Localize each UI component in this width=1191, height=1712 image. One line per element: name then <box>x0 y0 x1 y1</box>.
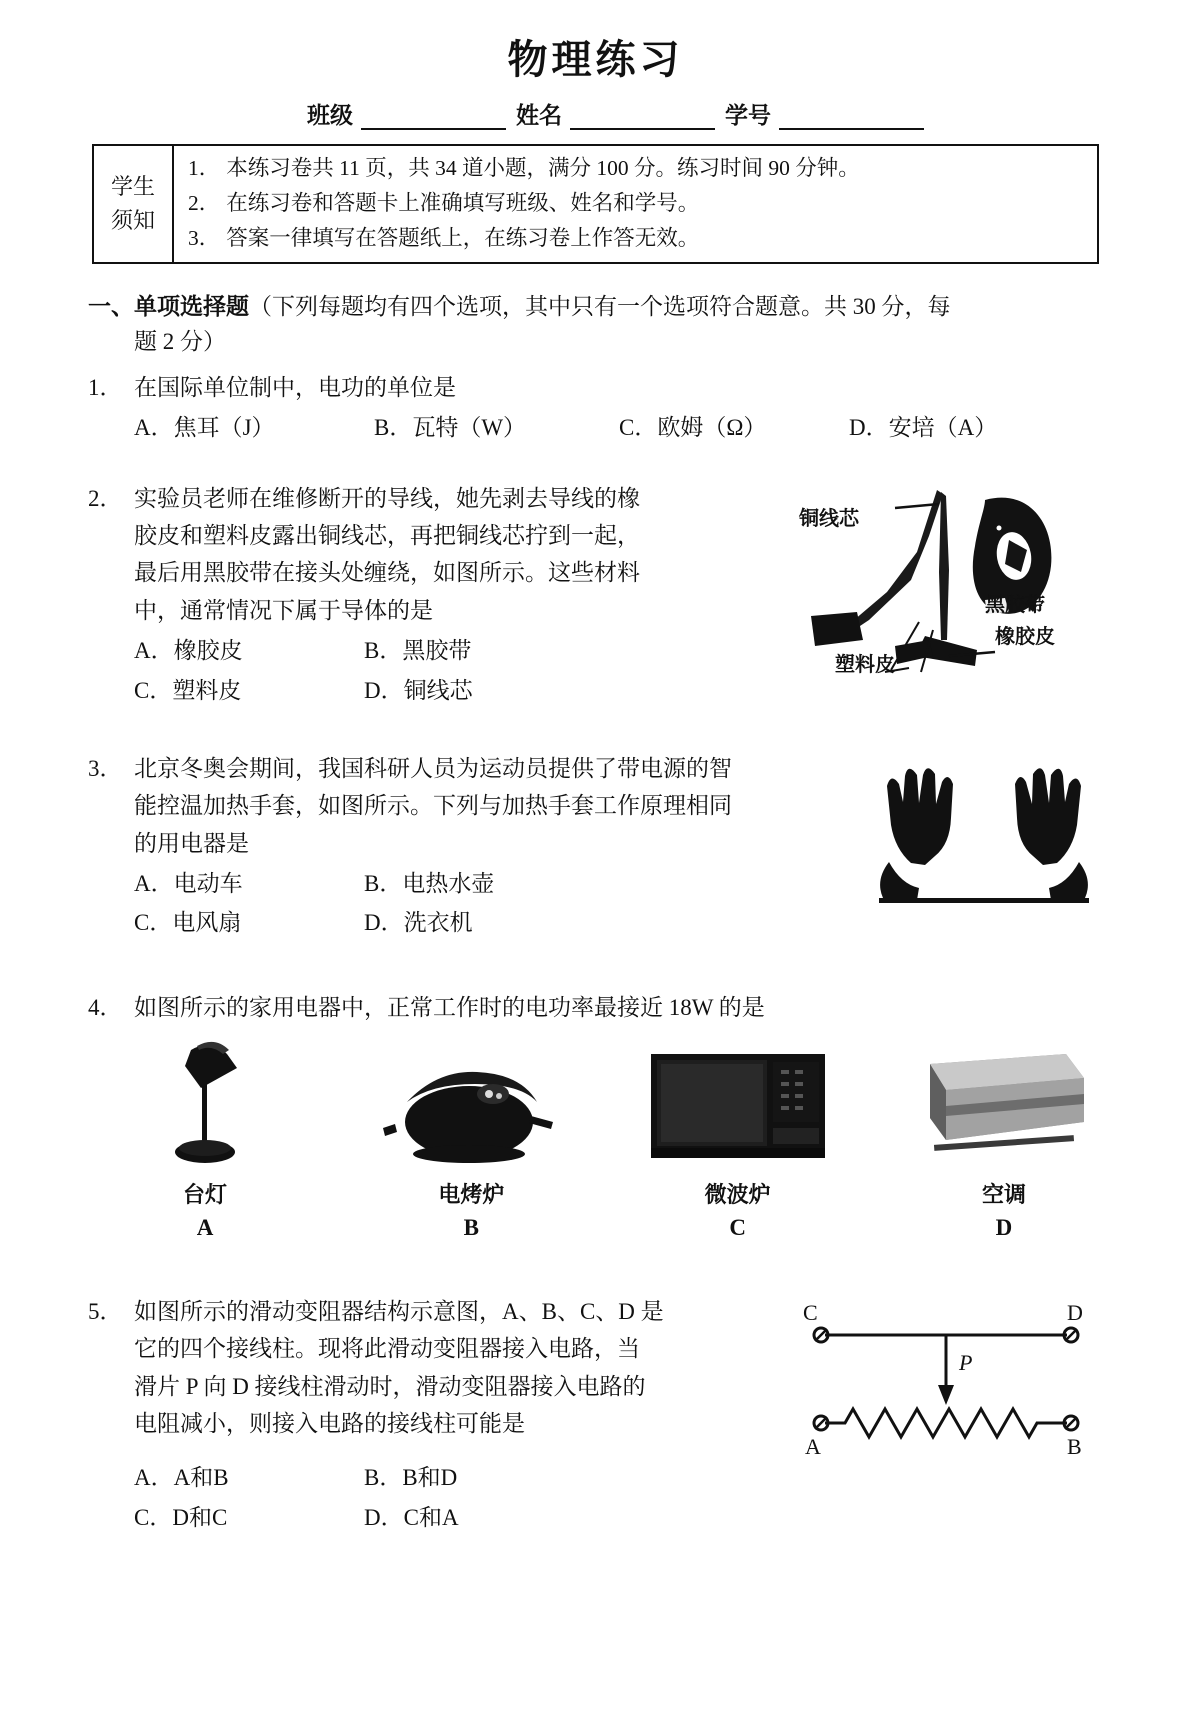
air-conditioner-icon <box>909 1038 1099 1168</box>
notice-body <box>174 146 1097 262</box>
question-3-line-2: 能控温加热手套，如图所示。下列与加热手套工作原理相同 <box>134 793 732 819</box>
appliance-letter-d: D <box>995 1215 1013 1241</box>
question-5-number: 5． <box>88 1299 123 1325</box>
appliance-letter-a: A <box>196 1215 214 1241</box>
question-1 <box>88 369 1099 446</box>
class-label: 班级 <box>307 103 353 128</box>
section-heading <box>88 290 1099 359</box>
question-4-appliance-row <box>110 1038 1099 1241</box>
question-1-option-a[interactable]: A．焦耳（J） <box>134 414 275 440</box>
question-3-options <box>134 864 869 943</box>
rheostat-slider-label: P <box>959 1350 973 1376</box>
question-2-line-1: 实验员老师在维修断开的导线，她先剥去导线的橡 <box>134 485 640 511</box>
question-5 <box>88 1293 1099 1537</box>
question-5-line-4: 电阻减小，则接入电路的接线柱可能是 <box>134 1410 525 1436</box>
question-5-line-1: 如图所示的滑动变阻器结构示意图，A、B、C、D 是 <box>134 1299 664 1325</box>
heated-gloves-illustration <box>869 750 1099 910</box>
notice-header-cell <box>94 146 174 262</box>
question-4-number: 4． <box>88 994 123 1020</box>
question-2-line-3: 最后用黑胶带在接头处缠绕，如图所示。这些材料 <box>134 560 640 586</box>
question-2-option-d[interactable]: D．铜线芯 <box>364 677 473 703</box>
notice-item <box>188 221 1087 256</box>
question-3-option-d[interactable]: D．洗衣机 <box>364 910 473 936</box>
notice-item-text: 答案一律填写在答题纸上，在练习卷上作答无效。 <box>226 225 700 250</box>
rheostat-terminal-b: B <box>1067 1434 1082 1460</box>
question-5-options <box>134 1458 799 1537</box>
question-2-line-4: 中，通常情况下属于导体的是 <box>134 597 433 623</box>
appliance-name-a: 台灯 <box>182 1183 227 1209</box>
notice-item <box>188 186 1087 221</box>
notice-item-number: 2． <box>188 190 221 215</box>
notice-item-text: 在练习卷和答题卡上准确填写班级、姓名和学号。 <box>226 190 700 215</box>
question-5-line-3: 滑片 P 向 D 接线柱滑动时，滑动变阻器接入电路的 <box>134 1373 646 1399</box>
section-note-line1: （下列每题均有四个选项，其中只有一个选项符合题意。共 30 分，每 <box>249 294 951 320</box>
question-3-option-b[interactable]: B．电热水壶 <box>364 870 495 896</box>
notice-header-line2: 须知 <box>110 208 155 234</box>
wire-label-rubber-sheath: 橡胶皮 <box>995 623 1055 648</box>
notice-item-number: 3． <box>188 225 221 250</box>
appliance-item-b <box>376 1038 566 1241</box>
name-field <box>516 97 715 130</box>
name-blank[interactable] <box>570 108 715 130</box>
wire-label-copper-core: 铜线芯 <box>799 505 859 530</box>
wire-label-black-tape: 黑胶带 <box>985 591 1045 616</box>
appliance-item-a <box>110 1038 300 1241</box>
question-5-option-b[interactable]: B．B和D <box>364 1465 458 1491</box>
appliance-letter-c: C <box>729 1215 746 1241</box>
notice-item <box>188 151 1087 186</box>
rheostat-terminal-c: C <box>803 1300 818 1326</box>
student-number-blank[interactable] <box>779 108 924 130</box>
question-4-stem: 如图所示的家用电器中，正常工作时的电功率最接近 18W 的是 <box>134 994 765 1020</box>
question-3-option-a[interactable]: A．电动车 <box>134 870 243 896</box>
notice-header-line1: 学生 <box>110 174 155 200</box>
microwave-oven-icon <box>643 1038 833 1168</box>
question-4 <box>88 989 1099 1026</box>
student-id-row <box>0 97 1191 130</box>
question-2-options <box>134 631 799 710</box>
appliance-item-c <box>643 1038 833 1241</box>
appliance-letter-b: B <box>463 1215 479 1241</box>
appliance-name-d: 空调 <box>981 1183 1026 1209</box>
question-2-option-a[interactable]: A．橡胶皮 <box>134 637 243 663</box>
section-note-line2: 题 2 分） <box>134 328 226 354</box>
page-title: 物理练习 <box>507 37 684 83</box>
question-2-figure <box>799 480 1099 710</box>
student-number-label: 学号 <box>725 103 771 128</box>
desk-lamp-icon <box>110 1038 300 1168</box>
question-1-stem: 在国际单位制中，电功的单位是 <box>134 375 456 401</box>
notice-item-text: 本练习卷共 11 页，共 34 道小题，满分 100 分。练习时间 90 分钟。 <box>226 156 860 180</box>
question-5-option-c[interactable]: C．D和C <box>134 1504 228 1530</box>
question-1-number: 1． <box>88 375 123 401</box>
class-field <box>307 97 506 130</box>
question-3-line-1: 北京冬奥会期间，我国科研人员为运动员提供了带电源的智 <box>134 756 732 782</box>
rheostat-terminal-a: A <box>805 1434 821 1460</box>
question-2-number: 2． <box>88 485 123 511</box>
exam-page <box>0 28 1191 1712</box>
appliance-item-d <box>909 1038 1099 1241</box>
question-5-line-2: 它的四个接线柱。现将此滑动变阻器接入电路，当 <box>134 1336 640 1362</box>
rheostat-schematic <box>799 1293 1099 1468</box>
question-1-options <box>134 409 1099 446</box>
question-2 <box>88 480 1099 710</box>
student-number-field <box>725 97 924 130</box>
question-1-option-c[interactable]: C．欧姆（Ω） <box>619 414 767 440</box>
appliance-name-c: 微波炉 <box>704 1183 771 1209</box>
notice-item-number: 1． <box>188 156 221 180</box>
question-3-figure <box>869 750 1099 943</box>
appliance-name-b: 电烤炉 <box>438 1183 505 1209</box>
question-5-stem <box>134 1293 799 1442</box>
question-3 <box>88 750 1099 943</box>
question-1-option-b[interactable]: B．瓦特（W） <box>374 414 527 440</box>
question-3-stem <box>134 750 869 862</box>
question-3-option-c[interactable]: C．电风扇 <box>134 910 242 936</box>
question-5-option-d[interactable]: D．C和A <box>364 1504 459 1530</box>
question-3-number: 3． <box>88 756 123 782</box>
rheostat-terminal-d: D <box>1067 1300 1083 1326</box>
question-2-stem <box>134 480 799 629</box>
student-notice-box <box>92 144 1099 264</box>
question-3-line-3: 的用电器是 <box>134 830 249 856</box>
question-5-figure <box>799 1293 1099 1537</box>
question-2-option-c[interactable]: C．塑料皮 <box>134 677 242 703</box>
electric-grill-icon <box>376 1038 566 1168</box>
wire-label-plastic-sheath: 塑料皮 <box>835 651 895 676</box>
question-1-option-d[interactable]: D．安培（A） <box>849 414 998 440</box>
question-5-option-a[interactable]: A．A和B <box>134 1465 229 1491</box>
question-2-line-2: 胶皮和塑料皮露出铜线芯，再把铜线芯拧到一起， <box>134 523 640 549</box>
name-label: 姓名 <box>516 103 562 128</box>
section-label: 一、单项选择题 <box>88 294 249 321</box>
class-blank[interactable] <box>361 108 506 130</box>
question-2-option-b[interactable]: B．黑胶带 <box>364 637 472 663</box>
